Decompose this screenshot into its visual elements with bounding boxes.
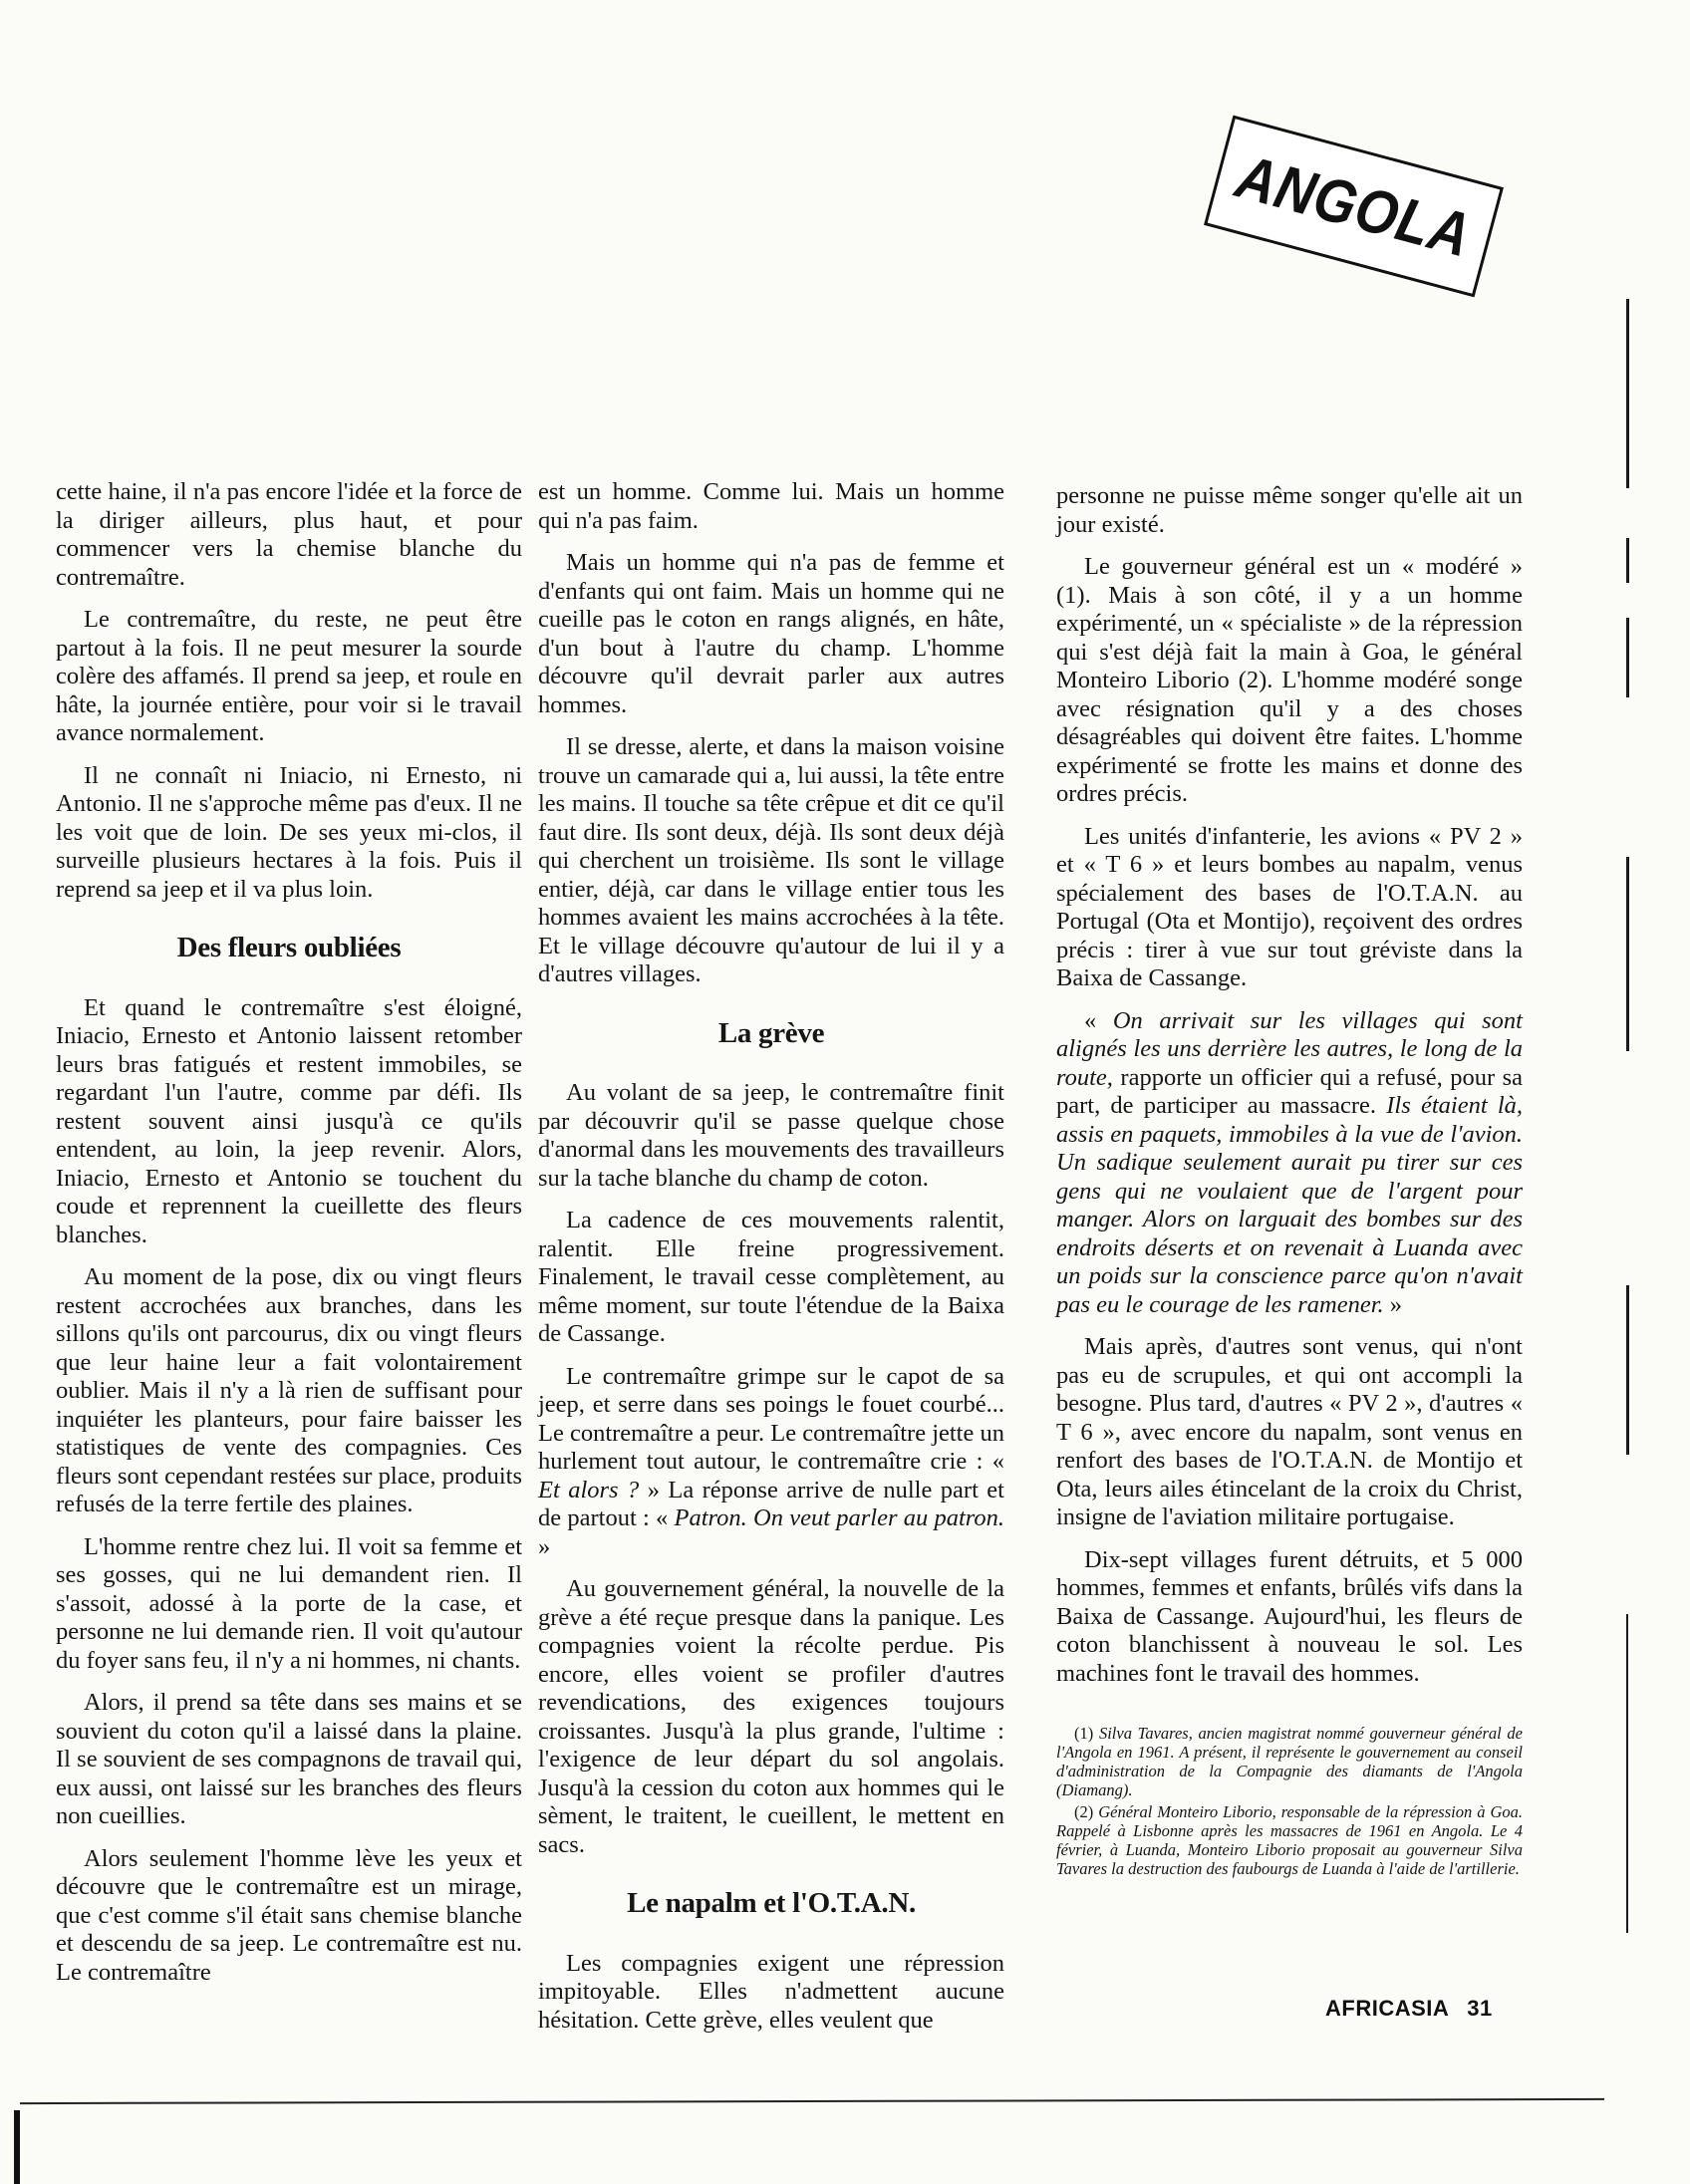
paragraph: Au moment de la pose, dix ou vingt fleurs restent accrochées aux branches, dans les sillons qu'ils ont parcourus, dix ou vingt fleurs que leur haine leur a fait volontairement oublier. Mais il n'y a là rien de suffisant pour inquiéter les planteurs, pour faire baisser les statistiques de vente des compagnies. Ces fleurs sont cependant restées sur place, produits refusés de la terre fertile des plaines. <box>56 1263 522 1517</box>
paragraph: Il ne connaît ni Iniacio, ni Ernesto, ni Antonio. Il ne s'approche même pas d'eux. Il ne les voit que de loin. De ses yeux mi-clos, il surveille plusieurs hectares à la fois. Puis il reprend sa jeep et il va plus loin. <box>56 761 522 903</box>
stamp-label: ANGOLA <box>1229 141 1479 271</box>
text-run: rapporte un officier qui a refusé, pour sa part, de participer au massacre. <box>1056 1063 1523 1119</box>
quote-italic: Et alors ? <box>538 1476 640 1503</box>
quote-italic: On arrivait sur les villages qui sont alignés les uns derrière les autres, le long de la route, <box>1056 1006 1523 1091</box>
text-run: » <box>1383 1290 1403 1318</box>
paragraph <box>538 1363 1004 1562</box>
footnotes <box>1056 1724 1523 1878</box>
margin-mark <box>1626 1285 1629 1455</box>
margin-mark <box>1626 299 1629 488</box>
quote-italic: Patron. On veut parler au patron. <box>674 1504 1004 1531</box>
footnote-number: (1) <box>1074 1724 1094 1743</box>
paragraph: Il se dresse, alerte, et dans la maison voisine trouve un camarade qui a, lui aussi, la tête entre les mains. Il touche sa tête crêpue et dit ce qu'il faut dire. Ils sont deux, déjà. Ils sont deux déjà qui cherchent un troisième. Ils sont le village entier, déjà, car dans le village entier tous les hommes avaient les mains accrochées à la tête. Et le village découvre qu'autour de lui il y a d'autres villages. <box>538 733 1004 987</box>
paragraph: Dix-sept villages furent détruits, et 5 000 hommes, femmes et enfants, brûlés vifs dans la Baixa de Cassange. Aujourd'hui, les fleurs de coton blanchissent à nouveau le sol. Les machines font le travail des hommes. <box>1056 1545 1523 1687</box>
footnote-text: Général Monteiro Liborio, responsable de la répression à Goa. Rappelé à Lisbonne après les massacres de 1961 en Angola. Le 4 février, à Luanda, Monteiro Liborio proposait au gouverneur Silva Tavares la destruction des faubourgs de Luanda à l'aide de l'artillerie. <box>1056 1802 1523 1878</box>
paragraph: Le contremaître, du reste, ne peut être partout à la fois. Il ne peut mesurer la sourde colère des affamés. Il prend sa jeep, et roule en hâte, la journée entière, pour voir si le travail avance normalement. <box>56 606 522 746</box>
footnote-text: Silva Tavares, ancien magistrat nommé gouverneur général de l'Angola en 1961. A présent, il représente le gouvernement au conseil d'administration de la Compagnie des diamants de l'Angola (Diamang). <box>1056 1724 1523 1799</box>
footnote-number: (2) <box>1074 1802 1094 1821</box>
paragraph: Mais un homme qui n'a pas de femme et d'enfants qui ont faim. Mais un homme qui ne cueille pas le coton en rangs alignés, en hâte, d'un bout à l'autre du champ. L'homme découvre qu'il devrait parler aux autres hommes. <box>538 549 1004 718</box>
margin-mark <box>1626 1614 1628 1933</box>
section-heading-fleurs: Des fleurs oubliées <box>176 932 402 963</box>
margin-mark <box>1626 618 1629 697</box>
margin-mark <box>1626 857 1629 1051</box>
paragraph: Mais après, d'autres sont venus, qui n'ont pas eu de scrupules, et qui ont accompli la besogne. Plus tard, d'autres « PV 2 », d'autres « T 6 », avec encore du napalm, sont venus en renfort des bases de l'O.T.A.N. de Montijo et Ota, leurs ailes étincelant de la croix du Christ, insigne de l'aviation militaire portugaise. <box>1056 1333 1523 1530</box>
paragraph: Et quand le contremaître s'est éloigné, Iniacio, Ernesto et Antonio laissent retomber leurs bras fatigués et restent immobiles, se regardant l'un l'autre, comme par défi. Ils restent souvent ainsi jusqu'à ce qu'ils entendent, au loin, la jeep revenir. Alors, Iniacio, Ernesto et Antonio se touchent du coude et reprennent la cueillette des fleurs blanches. <box>56 993 522 1248</box>
footnote-1 <box>1056 1724 1523 1799</box>
paragraph: est un homme. Comme lui. Mais un homme qui n'a pas faim. <box>538 478 1004 534</box>
paragraph: Alors, il prend sa tête dans ses mains et se souvient du coton qu'il a laissé dans la plaine. Il se souvient de ses compagnons de travail qui, eux aussi, ont laissé sur les branches des fleurs non cueillies. <box>56 1689 522 1829</box>
paragraph: Les compagnies exigent une répression impitoyable. Elles n'admettent aucune hésitation. Cette grève, elles veulent que <box>538 1949 1004 2034</box>
paragraph <box>1056 1007 1523 1320</box>
column-3 <box>1056 482 1523 1881</box>
text-run: » La réponse arrive de nulle part et de partout : « <box>538 1476 1004 1531</box>
bottom-rule <box>20 2098 1604 2104</box>
page-footer <box>1325 1996 1493 2022</box>
paragraph: Les unités d'infanterie, les avions « PV 2 » et « T 6 » et leurs bombes au napalm, venus spécialement des bases de l'O.T.A.N. au Portugal (Ota et Montijo), reçoivent des ordres précis : tirer à vue sur tout gréviste dans la Baixa de Cassange. <box>1056 822 1523 991</box>
page-number: 31 <box>1467 1996 1493 2021</box>
footnote-2 <box>1056 1802 1523 1878</box>
paragraph: Au volant de sa jeep, le contremaître finit par découvrir qu'il se passe quelque chose d'anormal dans les mouvements des travailleurs sur la tache blanche du champ de coton. <box>538 1079 1004 1192</box>
column-1 <box>56 478 522 2001</box>
angola-stamp <box>1204 116 1504 298</box>
quote-italic: Ils étaient là, assis en paquets, immobiles à la vue de l'avion. Un sadique seulement aurait pu tirer sur ces gens qui ne voulaient que de l'argent pour manger. Alors on larguait des bombes sur des endroits déserts et on revenait à Luanda avec un poids sur la conscience parce qu'on n'avait pas eu le courage de les ramener. <box>1056 1092 1524 1318</box>
paragraph: L'homme rentre chez lui. Il voit sa femme et ses gosses, qui ne lui demandent rien. Il s'assoit, adossé à la porte de la case, et personne ne lui demande rien. Il voit qu'autour du foyer sans feu, il n'y a ni hommes, ni chants. <box>56 1532 522 1674</box>
section-heading-greve: La grève <box>717 1016 825 1049</box>
paragraph: personne ne puisse même songer qu'elle ait un jour existé. <box>1056 482 1523 538</box>
paragraph: Alors seulement l'homme lève les yeux et découvre que le contremaître est un mirage, que c'est comme s'il était sans chemise blanche et descendu de sa jeep. Le contremaître est nu. Le contremaître <box>56 1844 522 1986</box>
paragraph: Au gouvernement général, la nouvelle de la grève a été reçue presque dans la panique. Les compagnies voient la récolte perdue. Pis encore, elles voient se profiler d'autres revendications, des exigences toujours croissantes. Jusqu'à la plus grande, l'ultime : l'exigence de leur départ du sol angolais. Jusqu'à la cession du coton aux hommes qui le sèment, le traitent, le cueillent, le mettent en sacs. <box>538 1575 1004 1858</box>
paragraph: Le gouverneur général est un « modéré » (1). Mais à son côté, il y a un homme expérimenté, un « spécialiste » de la répression qui s'est déjà fait la main à Goa, le général Monteiro Liborio (2). L'homme modéré songe avec résignation qu'il y a des choses désagréables qui doivent être faites. L'homme expérimenté se frotte les mains et donne des ordres précis. <box>1056 553 1523 807</box>
section-heading-napalm: Le napalm et l'O.T.A.N. <box>627 1887 916 1919</box>
magazine-name: AFRICASIA <box>1325 1996 1450 2021</box>
margin-mark <box>1626 538 1629 583</box>
left-binding-edge <box>14 2110 20 2184</box>
column-2 <box>538 478 1004 2048</box>
text-run: « <box>1084 1006 1113 1034</box>
paragraph: cette haine, il n'a pas encore l'idée et la force de la diriger ailleurs, plus haut, et pour commencer vers la chemise blanche du contremaître. <box>56 478 522 591</box>
paragraph: La cadence de ces mouvements ralentit, ralentit. Elle freine progressivement. Finalement, le travail cesse complètement, au même moment, sur toute l'étendue de la Baixa de Cassange. <box>538 1207 1004 1347</box>
text-run: » <box>538 1532 551 1560</box>
text-run: Le contremaître grimpe sur le capot de sa jeep, et serre dans ses poings le fouet courbé... Le contremaître a peur. Le contremaître jette un hurlement tout autour, le contremaître crie : « <box>538 1362 1004 1475</box>
